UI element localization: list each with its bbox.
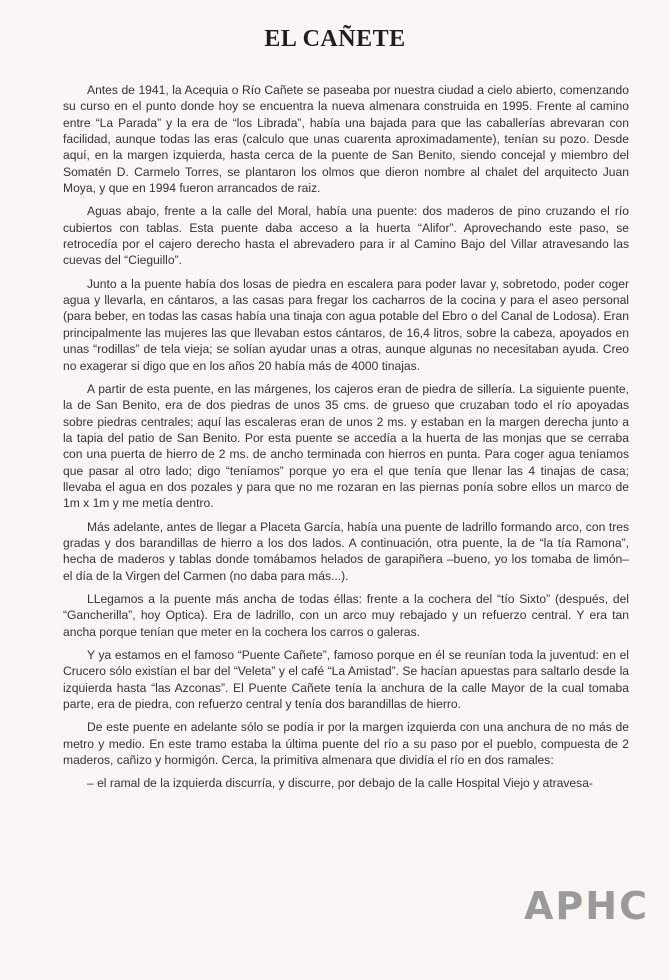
page-title: EL CAÑETE (264, 26, 406, 52)
paragraph-1: Antes de 1941, la Acequia o Río Cañete se paseaba por nuestra ciudad a cielo abierto, comenzando su curso en el punto donde hoy se encuentra la nueva almenara construida en 1995. Frente al camino entre “La Parada” y la era de “los Librada”, había una bajada para que las caballerías abrevaran con facilidad, aunque todas las eras (calculo que unas cuarenta aproximadamente), tenían su pozo. Desde aquí, en la margen izquierda, hasta cerca de la puente de San Benito, siendo concejal y miembro del Somatén D. Carmelo Torres, se plantaron los olmos que dieron nombre al chalet del arquitecto Juan Moya, y que en 1994 fueron arrancados de raiz. (63, 83, 629, 196)
paragraph-8: De este puente en adelante sólo se podía ir por la margen izquierda con una anchura de no más de metro y medio. En este tramo estaba la última puente del río a su paso por el pueblo, compuesta de 2 maderos, cañizo y hormigón. Cerca, la primitiva almenara que dividía el río en dos ramales: (63, 720, 629, 768)
paragraph-3: Junto a la puente había dos losas de piedra en escalera para poder lavar y, sobretodo, poder coger agua y llevarla, en cántaros, a las casas para fregar los cacharros de la cocina y para el aseo personal (para beber, en todas las casas había una tinaja con agua potable del Ebro o del Canal de Lodosa). Eran principalmente las mujeres las que llevaban estos cántaros, de 16,4 litros, sobre la cabeza, apoyados en unas “rodillas” de tela vieja; se solían ayudar unas a otras, aunque algunas no necesitaban ayuda. Creo no exagerar si digo que en los años 20 había más de 4000 tinajas. (63, 276, 629, 373)
paragraph-4: A partir de esta puente, en las márgenes, los cajeros eran de piedra de sillería. La siguiente puente, la de San Benito, era de dos piedras de unos 35 cms. de grueso que cruzaban todo el río apoyadas sobre piedras centrales; aquí las escaleras eran de unos 2 ms. y estaban en la margen derecha junto a la tapia del patio de San Benito. Por esta puente se accedía a la huerta de las monjas que se cerraba con una puerta de hierro de 2 ms. de ancho terminada con hierros en punta. Para coger agua teníamos que pasar al otro lado; digo “teníamos” porque yo era el que tenía que llenar las 4 tinajas de casa; llevaba el agua en dos pozales y para que no me rozaran en las piernas ponía sobre ellos un marco de 1m x 1m y me metía dentro. (63, 381, 629, 511)
paragraph-7: Y ya estamos en el famoso “Puente Cañete”, famoso porque en él se reunían toda la juventud: en el Crucero sólo existían el bar del “Veleta” y el café “La Amistad”. Se hacían apuestas para saltarlo desde la izquierda hasta “las Azconas”. El Puente Cañete tenía la anchura de la calle Mayor de la cual tomaba parte, era de piedra, con refuerzo central y tenía dos barandillas de hierro. (63, 648, 629, 712)
paragraph-2: Aguas abajo, frente a la calle del Moral, había una puente: dos maderos de pino cruzando el río cubiertos con tablas. Esta puente daba acceso a la huerta “Alifor”. Aprovechando este paso, se retrocedía por el cajero derecho hasta el abrevadero para ir al Camino Bajo del Villar atravesando las cuevas del “Cieguillo”. (63, 204, 629, 268)
watermark-logo: APHC (524, 884, 649, 928)
article-body (63, 82, 629, 799)
paragraph-6: LLegamos a la puente más ancha de todas éllas: frente a la cochera del “tío Sixto” (después, del “Gancherilla”, hoy Optica). Era de ladrillo, con un arco muy rebajado y un refuerzo central. Y era tan ancha porque tenían que meter en la cochera los carros o galeras. (63, 591, 629, 639)
paragraph-9: – el ramal de la izquierda discurría, y discurre, por debajo de la calle Hospital Viejo y atravesa- (87, 776, 593, 791)
paragraph-5: Más adelante, antes de llegar a Placeta García, había una puente de ladrillo formando arco, con tres gradas y dos barandillas de hierro a los dos lados. A continuación, otra puente, la de “la tía Ramona”, hecha de maderos y tablas donde tomábamos helados de garapiñera –bueno, yo los tomaba de limón– el día de la Virgen del Carmen (no daba para más...). (63, 519, 629, 583)
